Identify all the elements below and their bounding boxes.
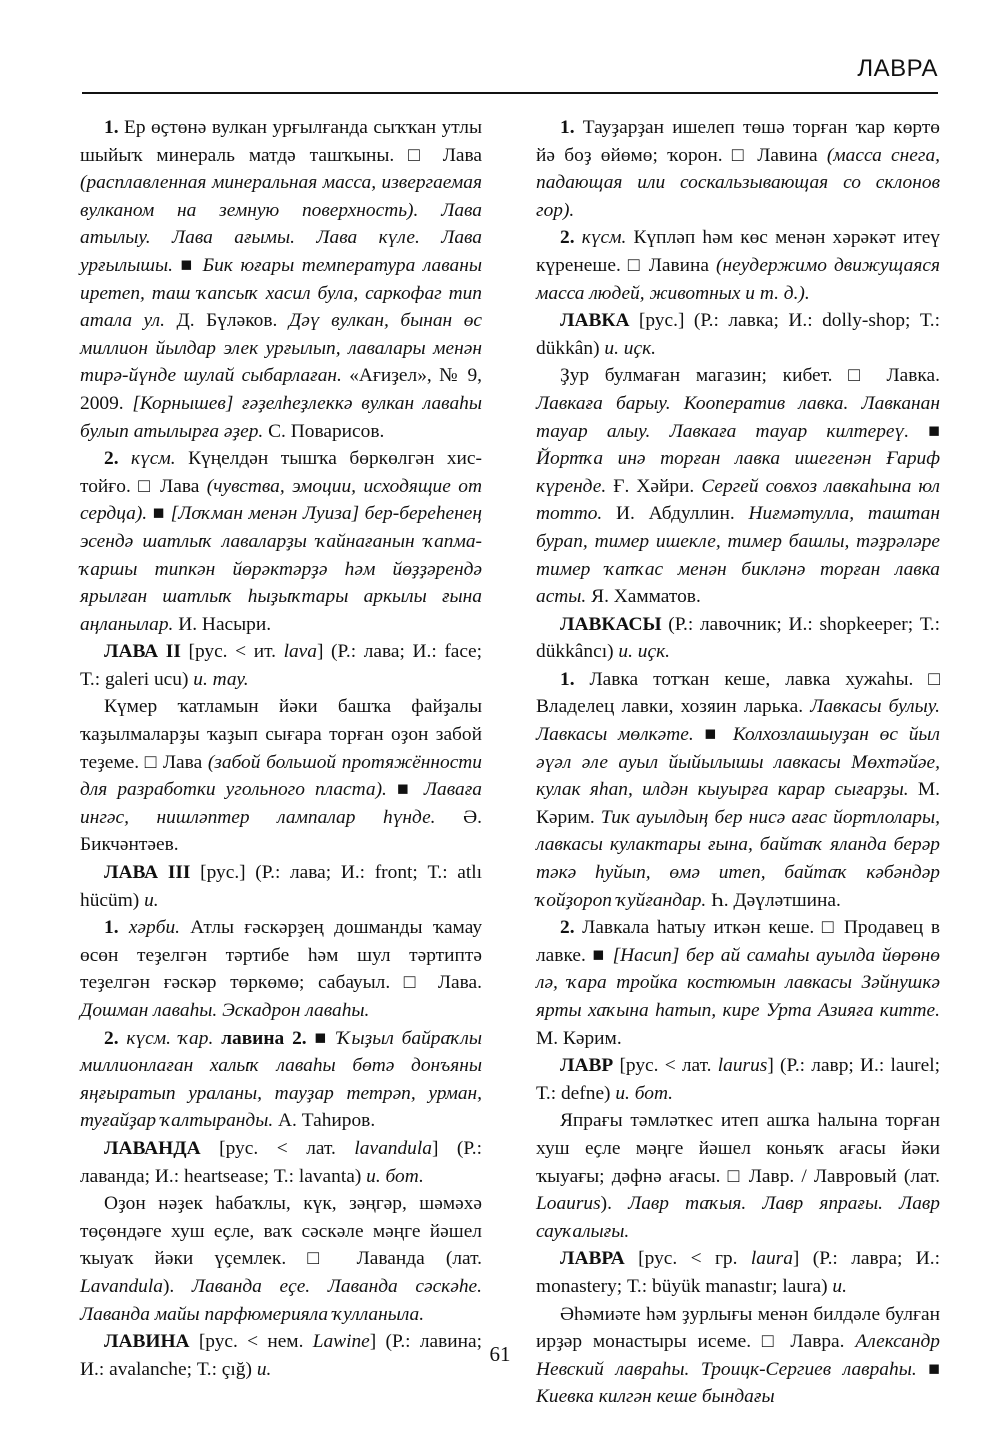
entry-lava1-sense1: 1. Ер өҫтөнә вулкан урғылғанда сыҡҡан утлы шыйыҡ минераль матдә ташҡыны. □ Лава (расплавленная минеральная масса, извергаемая вулканом на земную поверхность). Лава атылыу. Лава ағымы. Лава күле. Лава урғылышы. ■ Бик юғары температура лаваны иретеп, таш ҡапсыҡ хасил була, саркофаг тип атала ул. Д. Бүләков. Дәү вулкан, бынан өс миллион йылдар элек урғылып, лавалары менән тирә-йүнде шулай сыбарлаған. «Ағиҙел», № 9, 2009. [Корнышев] ғәҙелһеҙлеккә вулкан лаваһы булып атылырға әҙер. С. Поварисов. bbox=[80, 117, 482, 442]
entry-lava1-sense2: 2. күсм. Күңелдән тышҡа бөркөлгән хис-тойғо. □ Лава (чувства, эмоции, исходящие от сердца). ■ [Лоҡман менән Луиза] бер-береһенең эсендә шатлыҡ лаваларҙы ҡайнағанын ҡапма-ҡаршы типкән йөрәктәрҙә һәм йөҙҙәрендә ярылған шатлыҡ һыҙыҡтары аркылы ғына аңланылар. И. Насыри. bbox=[80, 448, 482, 635]
headword-lavka: ЛАВКА [рус.] (Р.: лавка; И.: dolly-shop; Т.: dükkân) и. иҫк. bbox=[536, 310, 940, 359]
headword-lavr: ЛАВР [рус. < лат. laurus] (Р.: лавр; И.: laurel; Т.: defne) и. бот. bbox=[536, 1055, 940, 1104]
right-column bbox=[536, 114, 940, 1411]
entry-lavkasy-sense1: 1. Лавка тотҡан кеше, лавка хужаһы. □ Владелец лавки, хозяин ларька. Лавкасы булыу. Лавкасы мөлкәте. ■ Колхозлашыуҙан өс йыл әүәл әле ауыл йыйылышы лавкасы Мөхтәйәе, кулак яһап, илдән кыуырға карар сығарҙы. М. Кәрим. Тик ауылдың бер нисә ағас йортлолары, лавкасы кулактары ғына, байтаҡ яланда берәр тәкә һуйып, өмә итеп, байтаҡ кәбәндәр ҡойҙороп ҡуйғандар. Һ. Дәүләтшина. bbox=[536, 668, 941, 911]
entry-lavina-sense2: 2. күсм. Күпләп һәм көс менән хәрәкәт итеү күренеше. □ Лавина (неудержимо движущаяся масса людей, животных и т. д.). bbox=[536, 227, 941, 304]
entry-lavkasy-sense2: 2. Лавкала һатыу иткән кеше. □ Продавец в лавке. ■ [Насип] бер ай самаһы ауылда йөрөнө лә, ҡара тройка костюмын лавкасы Зәйнушкә ярты хаҡына һатып, кире Урта Азияға китте. М. Кәрим. bbox=[536, 917, 941, 1049]
left-column bbox=[80, 114, 482, 1383]
header-rule bbox=[82, 92, 938, 94]
entry-lava2-def: Күмер ҡатламын йәки башҡа файҙалы ҡаҙылмаларҙы ҡаҙып сығара торған оҙон забой теҙеме. □ Лава (забой большой протяжённости для разработки угольного пласта). ■ Лаваға ингәс, нишләптер лампалар һүнде. Ә. Бикчәнтәев. bbox=[80, 696, 483, 856]
headword-lava3: ЛАВА III [рус.] (Р.: лава; И.: front; Т.: atlı hücüm) и. bbox=[80, 862, 483, 911]
headword-lava2: ЛАВА II [рус. < ит. lava] (Р.: лава; И.: face; Т.: galeri ucu) и. тау. bbox=[80, 641, 482, 690]
page-number: 61 bbox=[489, 1342, 511, 1366]
entry-lavka-def: Ҙур булмаған магазин; кибет. □ Лавка. Лавкаға барыу. Кооператив лавка. Лавканан тауар алыу. Лавкаға тауар килтереү. ■ Йортҡа инә торған лавка ишегенән Ғариф күренде. Ғ. Хәйри. Сергей совхоз лавкаһына юл тотто. И. Абдуллин. Ниғмәтулла, таштан бурап, тимер ишекле, тимер башлы, тәҙрәләре тимер ҡапҡас менән бикләнә торған лавка асты. Я. Хамматов. bbox=[536, 365, 940, 608]
entry-lava3-sense2: 2. күсм. ҡар. лавина 2. ■ Ҡыҙыл байраҡлы миллионлаған халыҡ лаваһы бөтә донъяны яңғыратып ураланы, тауҙар тетрәп, урман, туғайҙар ҡалтыранды. А. Таһиров. bbox=[80, 1027, 483, 1132]
entry-lava3-sense1: 1. хәрби. Атлы ғәскәрҙең дошманды ҡамау өсөн теҙелгән тәртибе һәм шул тәртиптә теҙелгән ғәскәр төркөмө; сабауыл. □ Лава. Дошман лаваһы. Эскадрон лаваһы. bbox=[80, 917, 483, 1021]
entry-lavina-sense1: 1. Тауҙарҙан ишелеп төшә торған ҡар көртө йә боҙ өйөмө; ҡорон. □ Лавина (масса снега, падающая или соскальзывающая со склонов гор). bbox=[536, 117, 940, 221]
headword-lavra: ЛАВРА [рус. < гр. laura] (Р.: лавра; И.: monastery; Т.: büyük manastır; laura) и. bbox=[536, 1248, 940, 1297]
running-head: ЛАВРА bbox=[857, 55, 938, 82]
headword-lavkasy: ЛАВКАСЫ (Р.: лавочник; И.: shopkeeper; Т.: dükkâncı) и. иҫк. bbox=[536, 613, 940, 663]
entry-lavr-def: Япрағы тәмләткес итеп ашҡа һалына торған хуш еҫле мәңге йәшел коньяҡ ағасы йәки ҡыуағы; дәфнә ағасы. □ Лавр. / Лавровый (лат. Loaurus). Лавр таҡыя. Лавр япрағы. Лавр сауҡалығы. bbox=[536, 1110, 940, 1242]
headword-lavanda: ЛАВАНДА [рус. < лат. lavandula] (Р.: лаванда; И.: heartsease; Т.: lavanta) и. бот. bbox=[80, 1137, 482, 1187]
entry-lavra-def: Әһәмиәте һәм ҙурлығы менән билдәле булған ирҙәр монастыры исеме. □ Лавра. Александр Невский лавраһы. Троицк-Сергиев лавраһы. ■ Киевка килгән кеше бындағы bbox=[536, 1303, 940, 1408]
headword-lavina: ЛАВИНА [рус. < нем. Lawine] (Р.: лавина; И.: avalanche; Т.: çığ) и. bbox=[80, 1331, 483, 1380]
entry-lavanda-def: Оҙон нәҙек һабаҡлы, күк, зәңгәр, шәмәхә төҫөндәге хуш еҫле, ваҡ сәскәле мәңге йәшел ҡыуаҡ йәки үҫемлек. □ Лаванда (лат. Lavandula). Лаванда еҫе. Лаванда сәскәһе. Лаванда майы парфюмерияла ҡулланыла. bbox=[80, 1193, 483, 1325]
